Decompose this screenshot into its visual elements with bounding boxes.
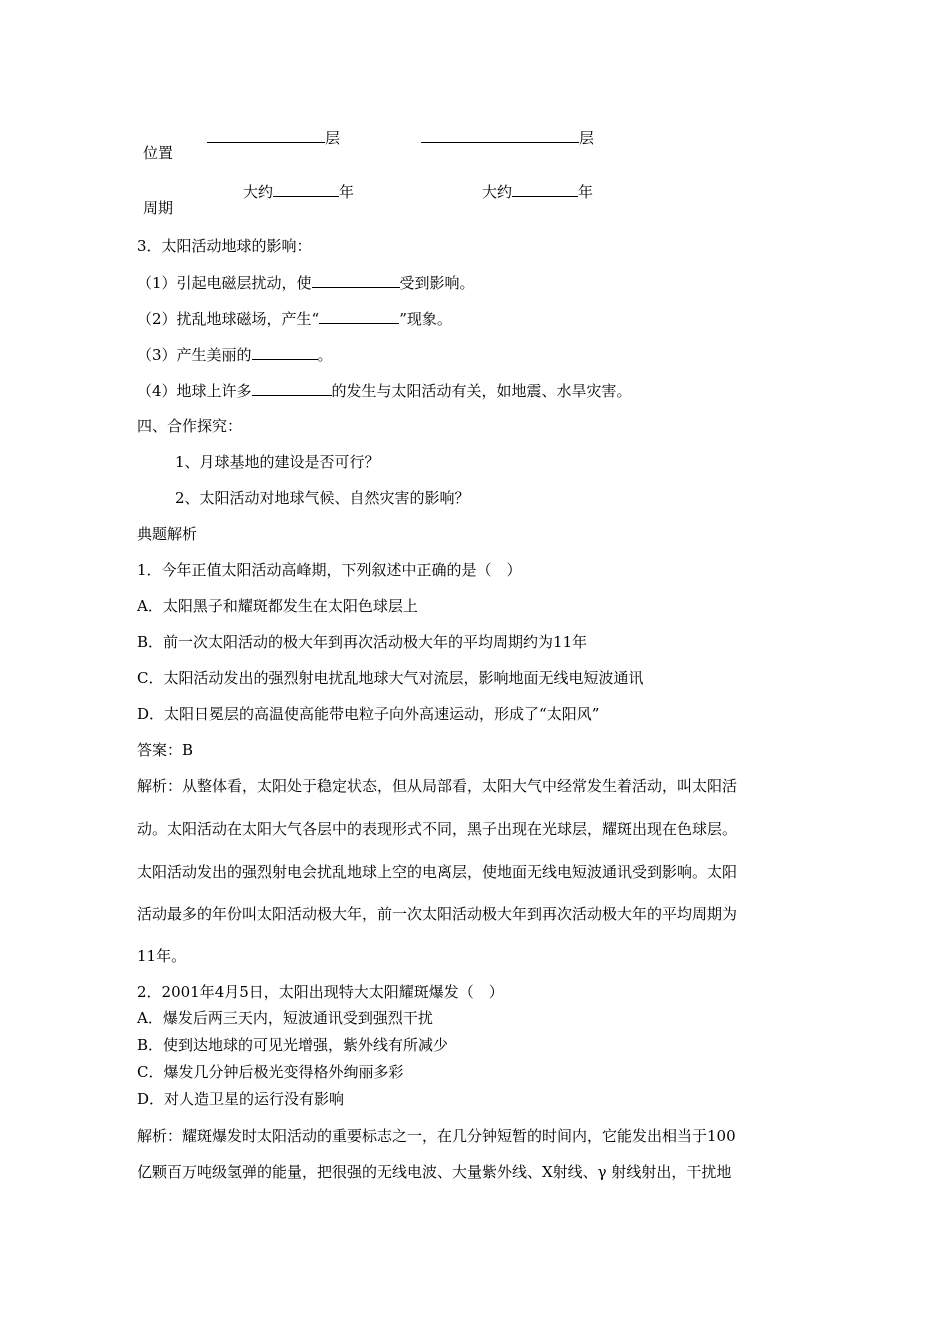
section3-item-3: （3）产生美丽的 。	[137, 346, 333, 364]
row1-blank-b: 层	[421, 127, 594, 148]
row1-blank-a: 层	[207, 127, 340, 148]
q1-option-b: B．前一次太阳活动的极大年到再次活动极大年的平均周期约为11年	[137, 633, 588, 651]
section3-item-4: （4）地球上许多 的发生与太阳活动有关，如地震、水旱灾害。	[137, 382, 632, 400]
blank-line	[207, 127, 325, 143]
section4-item-2: 2、太阳活动对地球气候、自然灾害的影响？	[175, 489, 470, 507]
section3-item-1: （1）引起电磁层扰动，使 受到影响。	[137, 274, 475, 292]
q2-analysis-line: 亿颗百万吨级氢弹的能量，把很强的无线电波、大量紫外线、X射线、γ 射线射出，干扰地	[137, 1163, 732, 1181]
q1-stem: 1．今年正值太阳活动高峰期，下列叙述中正确的是（ ）	[137, 561, 522, 579]
q2-stem: 2．2001年4月5日，太阳出现特大太阳耀斑爆发（ ）	[137, 983, 504, 1001]
blank-line	[252, 344, 318, 360]
section3-item-2: （2）扰乱地球磁场，产生“ ”现象。	[137, 310, 452, 328]
blank-line	[252, 380, 332, 396]
q1-analysis-line: 动。太阳活动在太阳大气各层中的表现形式不同，黑子出现在光球层，耀斑出现在色球层。	[137, 820, 738, 838]
blank-line	[512, 181, 578, 197]
section3-heading: 3．太阳活动地球的影响：	[137, 237, 312, 255]
blank-line	[421, 127, 579, 143]
row2-blank-b: 大约 年	[482, 183, 594, 201]
q2-option-c: C．爆发几分钟后极光变得格外绚丽多彩	[137, 1063, 404, 1081]
q1-analysis-line: 11年。	[137, 947, 187, 965]
q1-answer: 答案：B	[137, 741, 194, 759]
row2-label: 周期	[143, 199, 174, 217]
q1-option-d: D．太阳日冕层的高温使高能带电粒子向外高速运动，形成了“太阳风”	[137, 705, 600, 723]
q2-analysis-line: 解析：耀斑爆发时太阳活动的重要标志之一，在几分钟短暂的时间内，它能发出相当于100	[137, 1127, 736, 1145]
q1-analysis-line: 解析：从整体看，太阳处于稳定状态，但从局部看，太阳大气中经常发生着活动，叫太阳活	[137, 777, 738, 795]
blank-line	[273, 181, 339, 197]
row1-label: 位置	[143, 144, 174, 162]
q2-option-d: D．对人造卫星的运行没有影响	[137, 1090, 345, 1108]
row2-blank-a: 大约 年	[243, 183, 355, 201]
section4-item-1: 1、月球基地的建设是否可行？	[175, 453, 380, 471]
q1-option-a: A．太阳黑子和耀斑都发生在太阳色球层上	[137, 597, 418, 615]
examples-heading: 典题解析	[137, 525, 198, 543]
q2-option-b: B．使到达地球的可见光增强，紫外线有所减少	[137, 1036, 449, 1054]
blank-line	[312, 272, 400, 288]
q1-analysis-line: 活动最多的年份叫太阳活动极大年，前一次太阳活动极大年到再次活动极大年的平均周期为	[137, 905, 738, 923]
blank-line	[319, 308, 399, 324]
q1-analysis-line: 太阳活动发出的强烈射电会扰乱地球上空的电离层，使地面无线电短波通讯受到影响。太阳	[137, 863, 738, 881]
q2-option-a: A．爆发后两三天内，短波通讯受到强烈干扰	[137, 1009, 433, 1027]
section4-heading: 四、合作探究：	[137, 417, 243, 435]
q1-option-c: C．太阳活动发出的强烈射电扰乱地球大气对流层，影响地面无线电短波通讯	[137, 669, 644, 687]
